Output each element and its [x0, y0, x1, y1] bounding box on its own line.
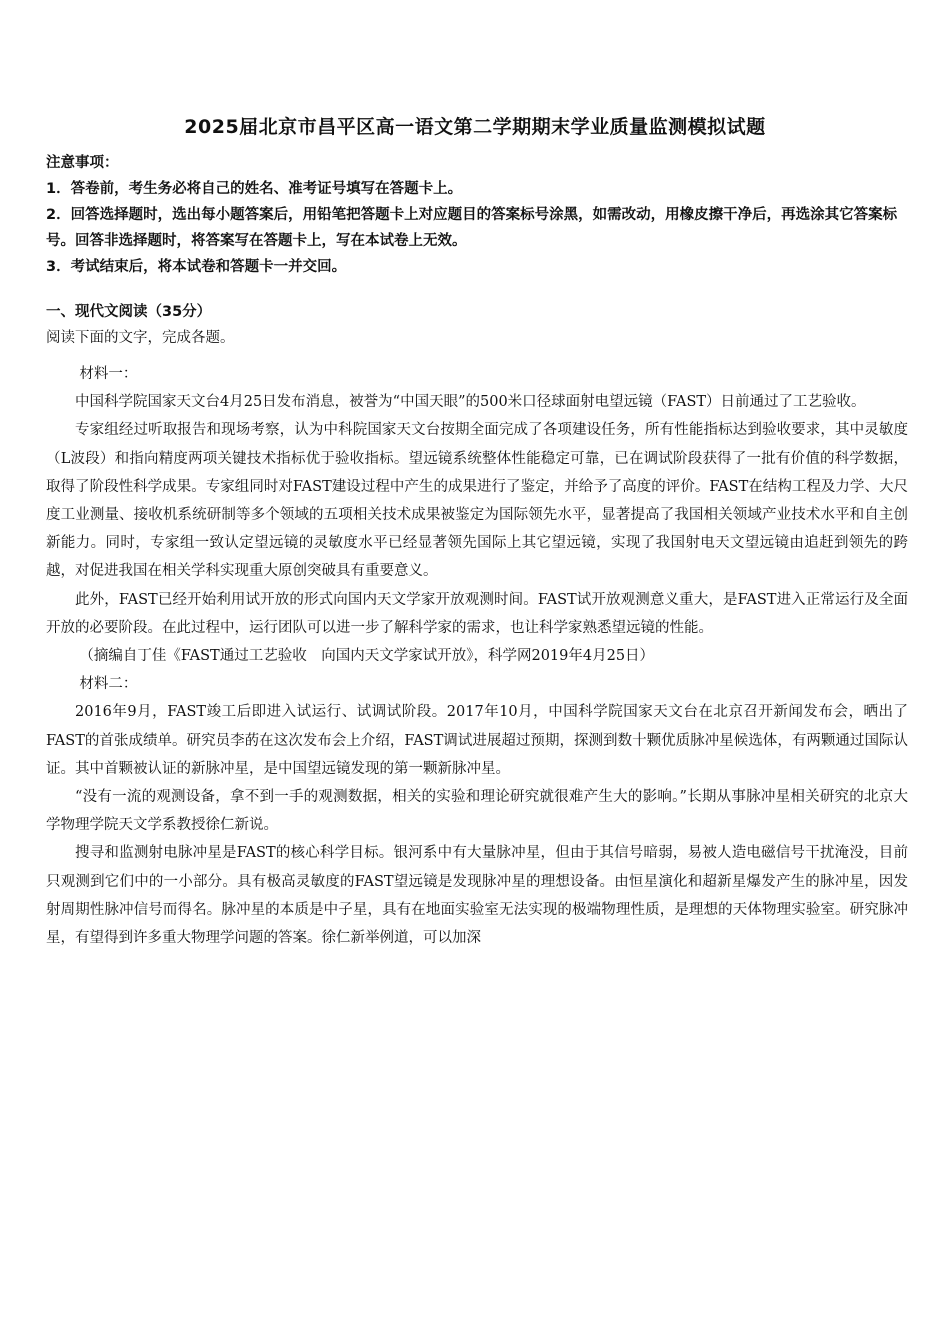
notice-heading: 注意事项： [46, 155, 119, 171]
material-2-label: 材料二： [79, 676, 138, 693]
notice-item-1: 1．答卷前，考生务必将自己的姓名、准考证号填写在答题卡上。 [46, 181, 463, 197]
notice-item-3: 3．考试结束后，将本试卷和答题卡一并交回。 [46, 259, 347, 275]
material-1-label: 材料一： [79, 366, 138, 382]
material-2-paragraph: 搜寻和监测射电脉冲星是FAST的核心科学目标。银河系中有大量脉冲星，但由于其信号暗弱，易被人造电磁信号干扰淹没，目前只观测到它们中的一小部分。具有极高灵敏度的FAST望远镜是发现脉冲星的理想设备。由恒星演化和超新星爆发产生的脉冲星，因发射周期性脉冲信号而得名。脉冲星的本质是中子星，具有在地面实验室无法实现的极端物理性质，是理想的天体物理实验室。研究脉冲星，有望得到许多重大物理学问题的答案。徐仁新举例道，可以加深 [46, 845, 908, 947]
material-2-paragraph: 2016年9月，FAST竣工后即进入试运行、试调试阶段。2017年10月，中国科学院国家天文台在北京召开新闻发布会，晒出了FAST的首张成绩单。研究员李菂在这次发布会上介绍，FAST调试进展超过预期，探测到数十颗优质脉冲星候选体，有两颗通过国际认证。其中首颗被认证的新脉冲星，是中国望远镜发现的第一颗新脉冲星。 [46, 704, 908, 777]
reading-passage [46, 360, 908, 952]
material-1-paragraph: 中国科学院国家天文台4月25日发布消息，被誉为“中国天眼”的500米口径球面射电望远镜（FAST）日前通过了工艺验收。 [75, 394, 866, 411]
section-title: 一、现代文阅读（35分） [46, 304, 212, 320]
exam-title: 2025届北京市昌平区高一语文第二学期期末学业质量监测模拟试题 [184, 116, 766, 138]
section-instruction: 阅读下面的文字，完成各题。 [46, 330, 235, 346]
material-1-paragraph: 此外，FAST已经开始利用试开放的形式向国内天文学家开放观测时间。FAST试开放观测意义重大，是FAST进入正常运行及全面开放的必要阶段。在此过程中，运行团队可以进一步了解科学家的需求，也让科学家熟悉望远镜的性能。 [46, 591, 908, 636]
material-1-source: （摘编自丁佳《FAST通过工艺验收 向国内天文学家试开放》，科学网2019年4月25日） [79, 648, 655, 665]
notice-block [46, 150, 908, 280]
material-2-paragraph: “没有一流的观测设备，拿不到一手的观测数据，相关的实验和理论研究就很难产生大的影响。”长期从事脉冲星相关研究的北京大学物理学院天文学系教授徐仁新说。 [46, 789, 908, 834]
notice-item-2: 2．回答选择题时，选出每小题答案后，用铅笔把答题卡上对应题目的答案标号涂黑，如需改动，用橡皮擦干净后，再选涂其它答案标号。回答非选择题时，将答案写在答题卡上，写在本试卷上无效。 [46, 207, 898, 249]
material-1-paragraph: 专家组经过听取报告和现场考察，认为中科院国家天文台按期全面完成了各项建设任务，所有性能指标达到验收要求，其中灵敏度（L波段）和指向精度两项关键技术指标优于验收指标。望远镜系统整体性能稳定可靠，已在调试阶段获得了一批有价值的科学数据，取得了阶段性科学成果。专家组同时对FAST建设过程中产生的成果进行了鉴定，并给予了高度的评价。FAST在结构工程及力学、大尺度工业测量、接收机系统研制等多个领域的五项相关技术成果被鉴定为国际领先水平，显著提高了我国相关领域产业技术水平和自主创新能力。同时，专家组一致认定望远镜的灵敏度水平已经显著领先国际上其它望远镜，实现了我国射电天文望远镜由追赶到领先的跨越，对促进我国在相关学科实现重大原创突破具有重要意义。 [46, 422, 908, 580]
